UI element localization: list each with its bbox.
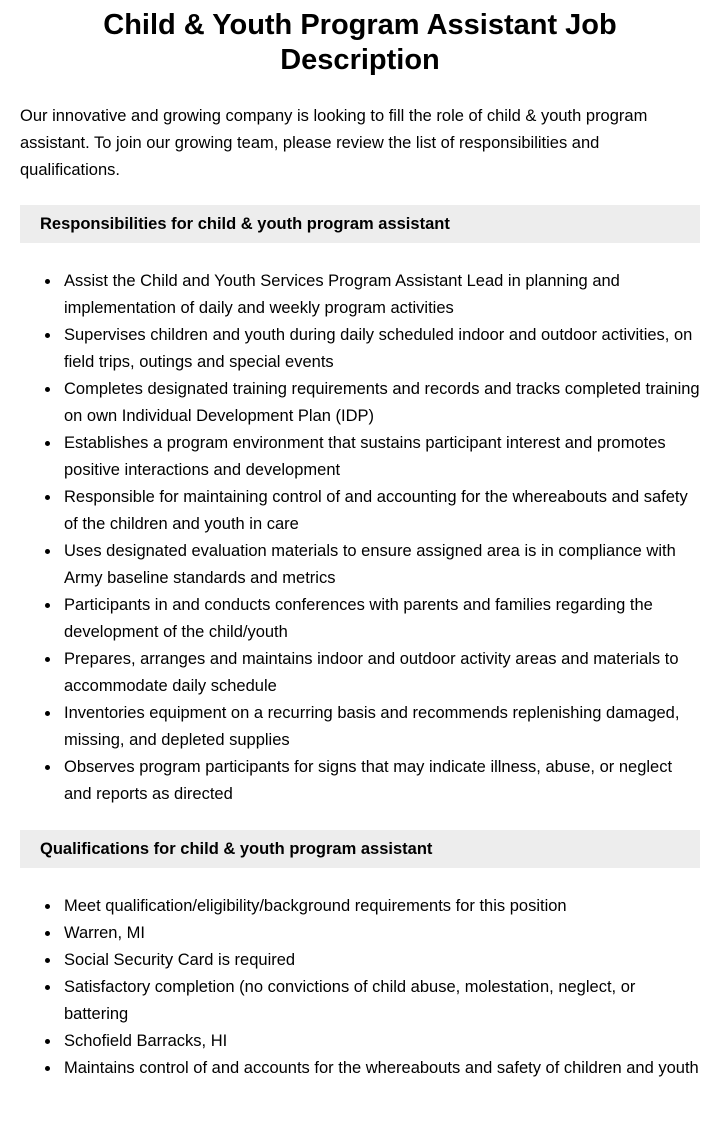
list-item: • Establishes a program environment that sustains participant interest and promotes positive interactions and development — [61, 430, 700, 484]
responsibilities-section-header: Responsibilities for child & youth program assistant — [20, 205, 700, 243]
list-item: • Warren, MI — [61, 920, 700, 947]
list-item: • Uses designated evaluation materials to ensure assigned area is in compliance with Army baseline standards and metrics — [61, 538, 700, 592]
list-item: • Schofield Barracks, HI — [61, 1028, 700, 1055]
list-item: • Meet qualification/eligibility/background requirements for this position — [61, 893, 700, 920]
list-item: • Prepares, arranges and maintains indoor and outdoor activity areas and materials to accommodate daily schedule — [61, 646, 700, 700]
list-item: • Responsible for maintaining control of and accounting for the whereabouts and safety of the children and youth in care — [61, 484, 700, 538]
list-item: • Completes designated training requirements and records and tracks completed training on own Individual Development Plan (IDP) — [61, 376, 700, 430]
job-description-document — [0, 8, 720, 1082]
list-item: • Assist the Child and Youth Services Program Assistant Lead in planning and implementation of daily and weekly program activities — [61, 268, 700, 322]
qualifications-list — [20, 893, 700, 1082]
list-item: • Satisfactory completion (no convictions of child abuse, molestation, neglect, or battering — [61, 974, 700, 1028]
list-item: • Supervises children and youth during daily scheduled indoor and outdoor activities, on field trips, outings and special events — [61, 322, 700, 376]
list-item: • Inventories equipment on a recurring basis and recommends replenishing damaged, missing, and depleted supplies — [61, 700, 700, 754]
list-item: • Observes program participants for signs that may indicate illness, abuse, or neglect and reports as directed — [61, 754, 700, 808]
responsibilities-list — [20, 268, 700, 808]
list-item: • Social Security Card is required — [61, 947, 700, 974]
list-item: • Maintains control of and accounts for the whereabouts and safety of children and youth — [61, 1055, 700, 1082]
qualifications-section-header: Qualifications for child & youth program assistant — [20, 830, 700, 868]
list-item: • Participants in and conducts conferences with parents and families regarding the development of the child/youth — [61, 592, 700, 646]
page-title: Child & Youth Program Assistant Job Description — [103, 9, 617, 77]
intro-paragraph: Our innovative and growing company is looking to fill the role of child & youth program assistant. To join our growing team, please review the list of responsibilities and qualifications. — [20, 106, 648, 179]
